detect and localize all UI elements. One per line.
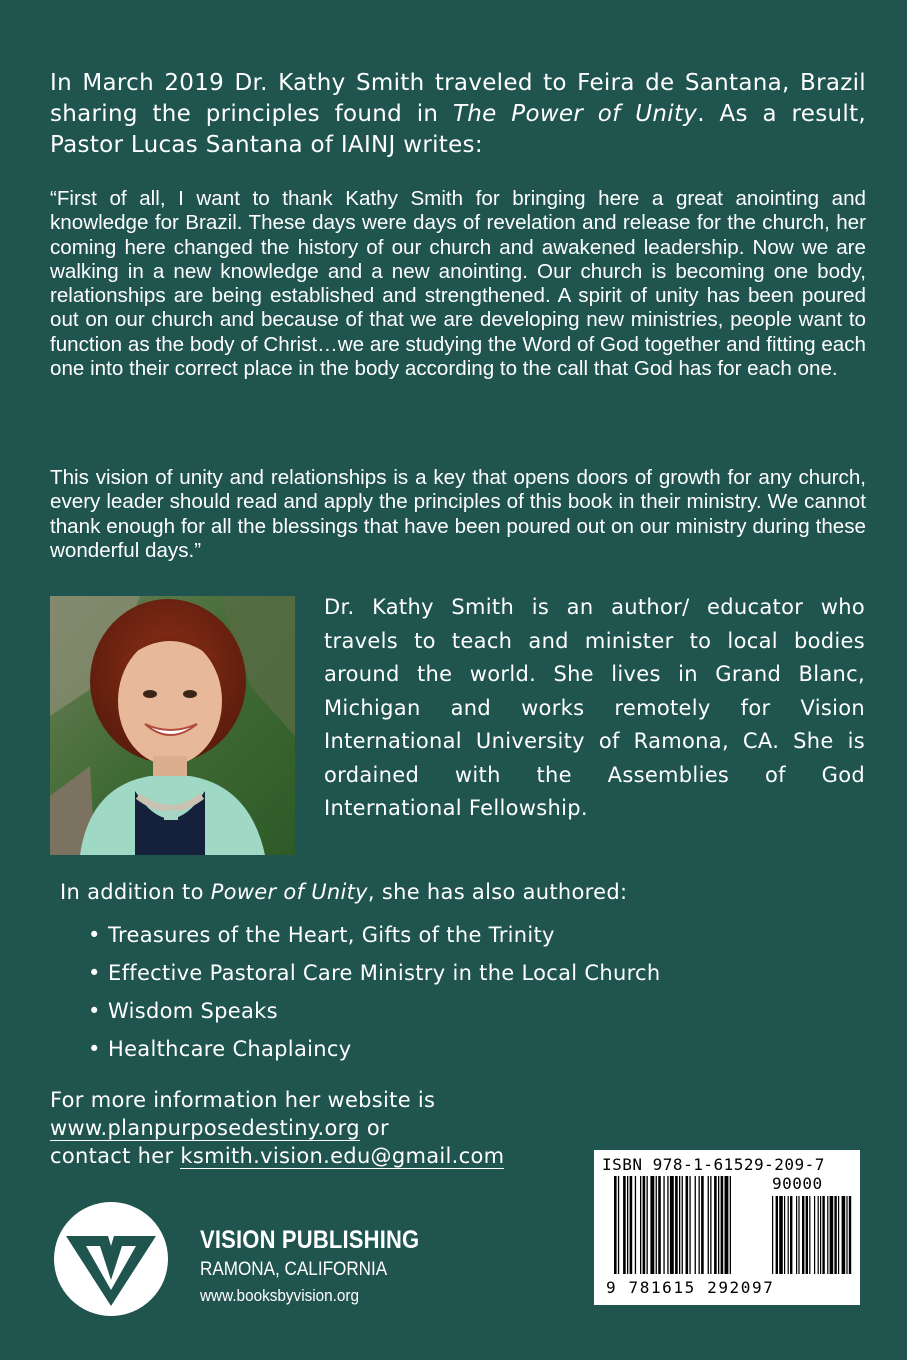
bullet-icon: • [88, 1037, 101, 1061]
barcode-bar [846, 1196, 847, 1274]
quote-paragraph-2: This vision of unity and relationships is a key that opens doors of growth for any church, every leader should read and apply the principles of this book in their ministry. We cannot thank enough for all the blessings that have been poured out on our ministry during these wonderful days.” [50, 466, 866, 562]
contact-line [50, 1114, 504, 1142]
price-code: 90000 [772, 1174, 823, 1193]
barcode-bar [798, 1196, 799, 1274]
authored-intro [60, 880, 627, 904]
publisher-location: RAMONA, CALIFORNIA [200, 1259, 388, 1280]
book-title: The Power of Unity [452, 101, 698, 127]
barcode-bar [730, 1176, 731, 1274]
barcode-bar [647, 1176, 648, 1274]
authored-book-title: Power of Unity [210, 880, 368, 904]
barcode-bar [682, 1176, 683, 1274]
barcode-bar [830, 1196, 834, 1274]
publisher-logo [52, 1200, 170, 1318]
intro-text: In March 2019 Dr. Kathy Smith traveled to Feira de Santana, Brazil sharing the principles found in [50, 70, 866, 127]
barcode-bar [725, 1176, 729, 1274]
contact-info [50, 1086, 504, 1170]
barcode-bar [834, 1196, 836, 1274]
barcode-bar [714, 1176, 717, 1274]
barcode-bar [650, 1176, 654, 1274]
author-photo [50, 596, 295, 855]
barcode-bar [695, 1176, 696, 1274]
barcode-bar [718, 1176, 719, 1274]
barcode-bar [699, 1176, 700, 1274]
bullet-icon: • [88, 961, 101, 985]
book-title-item: Effective Pastoral Care Ministry in the Local Church [108, 961, 661, 985]
barcode-bar [842, 1196, 846, 1274]
list-item [88, 956, 661, 994]
barcode-bar [790, 1196, 792, 1274]
barcode-bar [809, 1196, 810, 1274]
book-title-item: Healthcare Chaplaincy [108, 1037, 352, 1061]
barcode-bar [623, 1176, 626, 1274]
author-portrait-illustration [50, 596, 295, 855]
barcode-bar [627, 1176, 628, 1274]
intro-paragraph [50, 68, 866, 161]
list-item [88, 1032, 661, 1070]
barcode-bar [784, 1196, 785, 1274]
barcode-bar [772, 1196, 773, 1274]
barcode-bar [667, 1176, 668, 1274]
barcode-bar [849, 1196, 851, 1274]
barcode-bar [776, 1196, 778, 1274]
barcode-bar [827, 1196, 828, 1274]
website-link[interactable]: www.planpurposedestiny.org [50, 1116, 360, 1140]
barcode-bar [806, 1196, 808, 1274]
barcode-bar [822, 1196, 824, 1274]
contact-line [50, 1142, 504, 1170]
author-bio: Dr. Kathy Smith is an author/ educator who travels to teach and minister to local bodies around the world. She lives in Grand Blanc, Michigan and works remotely for Vision International University of Ramona, CA. She is ordained with the Assemblies of God International Fellowship. [324, 595, 865, 820]
bullet-icon: • [88, 923, 101, 947]
barcode-bar [663, 1176, 664, 1274]
barcode-bar [614, 1176, 617, 1274]
barcode-bar [779, 1196, 783, 1274]
barcode-bar [796, 1196, 797, 1274]
contact-prefix: contact her [50, 1144, 181, 1168]
barcode-bar [686, 1176, 689, 1274]
barcode-bar [721, 1176, 724, 1274]
publisher-block [200, 1226, 449, 1306]
quote-paragraph-1: “First of all, I want to thank Kathy Smith for bringing here a great anointing and knowledge for Brazil. These days were days of revelation and release for the church, her coming here changed the history of our church and awakened leadership. Now we are walking in a new knowledge and a new anointing. Our church is becoming one body, relationships are being established and strengthened. A spirit of unity has been poured out on our church and because of that we are developing new ministries, people want to function as the body of Christ…we are studying the Word of God together and fitting each one into their correct place in the body according to the call that God has for each one. [50, 187, 866, 381]
authored-text: In addition to [60, 880, 211, 904]
barcode-bar [710, 1176, 711, 1274]
vision-logo-icon [52, 1200, 170, 1318]
barcode-bar [788, 1196, 789, 1274]
email-link[interactable]: ksmith.vision.edu@gmail.com [180, 1144, 505, 1168]
isbn-barcode [594, 1150, 860, 1305]
book-title-item: Treasures of the Heart, Gifts of the Trinity [108, 923, 555, 947]
isbn-label: ISBN 978-1-61529-209-7 [602, 1155, 825, 1174]
barcode-bar [670, 1176, 674, 1274]
barcode-bar [618, 1176, 619, 1274]
barcode-bar [708, 1176, 709, 1274]
barcode-bar [701, 1176, 704, 1274]
list-item [88, 994, 661, 1032]
ean-digits: 9 781615 292097 [606, 1278, 775, 1297]
book-list [88, 918, 661, 1070]
barcode-bar [658, 1176, 661, 1274]
barcode-bar [656, 1176, 657, 1274]
barcode-bar [689, 1176, 690, 1274]
barcode-bar [635, 1176, 636, 1274]
barcode-bar [838, 1196, 839, 1274]
intro-text-end: . As a result, Pastor Lucas Santana of IAINJ writes: [50, 101, 866, 158]
authored-text-end: , she has also authored: [367, 880, 628, 904]
list-item [88, 918, 661, 956]
contact-or: or [359, 1116, 389, 1140]
barcode-bar [818, 1196, 819, 1274]
barcode-bar [643, 1176, 646, 1274]
book-title-item: Wisdom Speaks [108, 999, 278, 1023]
barcode-bar [679, 1176, 680, 1274]
barcode-bar [675, 1176, 678, 1274]
barcode-bar [814, 1196, 815, 1274]
publisher-name: VISION PUBLISHING [200, 1226, 420, 1254]
contact-line: For more information her website is [50, 1088, 436, 1112]
publisher-url[interactable]: www.booksbyvision.org [200, 1286, 360, 1305]
barcode-bar [640, 1176, 641, 1274]
barcode-bar [820, 1196, 821, 1274]
barcode-bar [630, 1176, 633, 1274]
barcode-bar [802, 1196, 804, 1274]
bullet-icon: • [88, 999, 101, 1023]
